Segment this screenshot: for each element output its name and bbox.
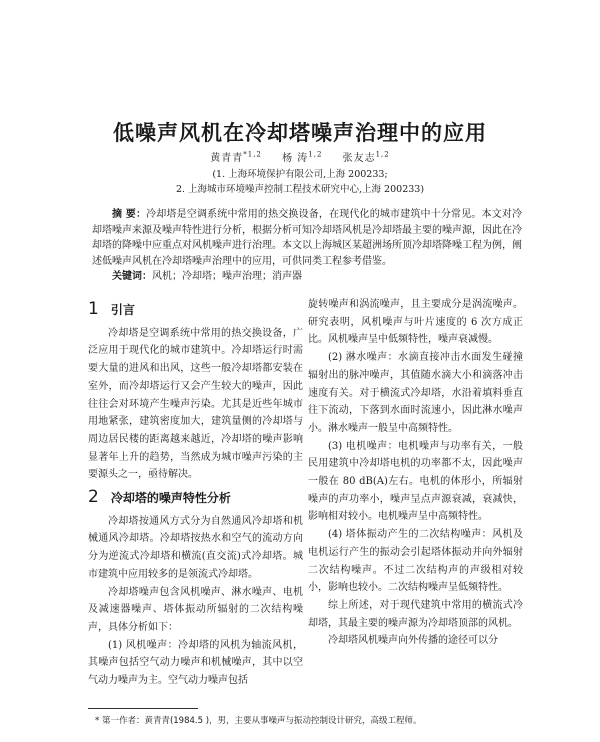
paragraph: (3) 电机噪声：电机噪声与功率有关，一般民用建筑中冷却塔电机的功率都不太，因此噪声一般在 80 dB(A)左右。电机的体形小，所辐射噪声的声功率小，噪声呈点声源衰减，衰减快，影响相对较小。电机噪声呈中高频特性。 (308, 440, 523, 523)
section-number: 1 (88, 299, 99, 319)
abstract (92, 207, 522, 269)
author-3: 张友志$^{1,2}$ (342, 150, 390, 164)
abstract-label: 摘 要： (112, 209, 147, 220)
keywords-label: 关键词： (112, 271, 152, 282)
author-list (0, 149, 600, 164)
footnote: * 第一作者：黄青青(1984.5 )，男，主要从事噪声与振动控制设计研究，高级工程师。 (95, 716, 422, 726)
paragraph: 冷却塔是空调系统中常用的热交换设备，广泛应用于现代化的城市建筑中。冷却塔运行时需要大量的进风和出风，这些一般冷却塔都安装在室外，而冷却塔运行又会产生较大的噪声，因此往往会对环境产生噪声污染。尤其是近些年城市用地紧张，建筑密度加大，建筑量侧的冷却塔与周边居民楼的距离越来越近，冷却塔的噪声影响显著年上升的趋势，当然成为城市噪声污染的主要源头之一，亟待解决。 (88, 327, 303, 481)
abstract-text: 冷却塔是空调系统中常用的热交换设备，在现代化的城市建筑中十分常见。本文对冷却塔噪声来源及噪声特性进行分析，根据分析可知冷却塔风机是冷却塔最主要的噪声源，因此在冷却塔的降噪中应重点对风机噪声进行治理。本文以上海城区某超洲场所顶冷却塔降噪工程为例，阐述低噪声风机在冷却塔噪声治理中的应用，可供同类工程参考借鉴。 (92, 209, 523, 267)
paragraph: 旋转噪声和涡流噪声，且主要成分是涡流噪声。研究表明，风机噪声与叶片速度的 6 次方成正比。风机噪声呈中低频特性，噪声衰减慢。 (308, 299, 523, 346)
column-right (308, 296, 523, 650)
keywords (112, 267, 522, 282)
author-1: 黄青青$^{*1,2}$ (210, 150, 262, 164)
section-heading-1 (88, 301, 303, 320)
footnote-divider (88, 708, 198, 709)
keywords-text: 风机；冷却塔；噪声治理；消声器 (152, 271, 302, 282)
section-number: 2 (88, 487, 99, 508)
paragraph: 冷却塔噪声包含风机噪声、淋水噪声、电机及减速器噪声、塔体振动所辐射的二次结构噪声，具体分析如下： (88, 586, 303, 633)
affiliation-2: 2. 上海城市环境噪声控制工程技术研究中心,上海 200233) (175, 184, 425, 195)
section-heading-2 (88, 489, 303, 508)
paragraph: (2) 淋水噪声：水滴直接冲击水面发生碰撞辐射出的脉冲噪声，其值随水滴大小和滴落冲击速度有关。对于横流式冷却塔，水沿着填料垂直往下流动，下落到水面时流速小，因此淋水噪声小。淋水噪声一般呈中高频特性。 (308, 352, 523, 434)
paragraph: (4) 塔体振动产生的二次结构噪声：风机及电机运行产生的振动会引起塔体振动并向外辐射二次结构噪声。不过二次结构声的声级相对较小，影响也较小。二次结构噪声呈低频特性。 (308, 529, 523, 594)
section-title: 冷却塔的噪声特性分析 (110, 491, 231, 506)
section-title: 引言 (110, 303, 135, 317)
author-2: 杨 涛$^{1,2}$ (282, 150, 323, 164)
paragraph: 综上所述，对于现代建筑中常用的横流式冷却塔，其最主要的噪声源为冷却塔顶部的风机。 (308, 599, 523, 629)
affiliation-1: (1. 上海环境保护有限公司,上海 200233; (212, 169, 388, 180)
paragraph: 冷却塔按通风方式分为自然通风冷却塔和机械通风冷却塔。冷却塔按热水和空气的流动方向分为逆流式冷却塔和横流(直交流)式冷却塔。城市建筑中应用较多的是领流式冷却塔。 (88, 515, 303, 580)
paper-title: 低噪声风机在冷却塔噪声治理中的应用 (113, 121, 487, 145)
paragraph: (1) 风机噪声：冷却塔的风机为轴流风机，其噪声包括空气动力噪声和机械噪声，其中以空气动力噪声为主。空气动力噪声包括 (88, 639, 303, 687)
paragraph: 冷却塔风机噪声向外传播的途径可以分 (328, 635, 498, 647)
column-left (88, 296, 303, 690)
